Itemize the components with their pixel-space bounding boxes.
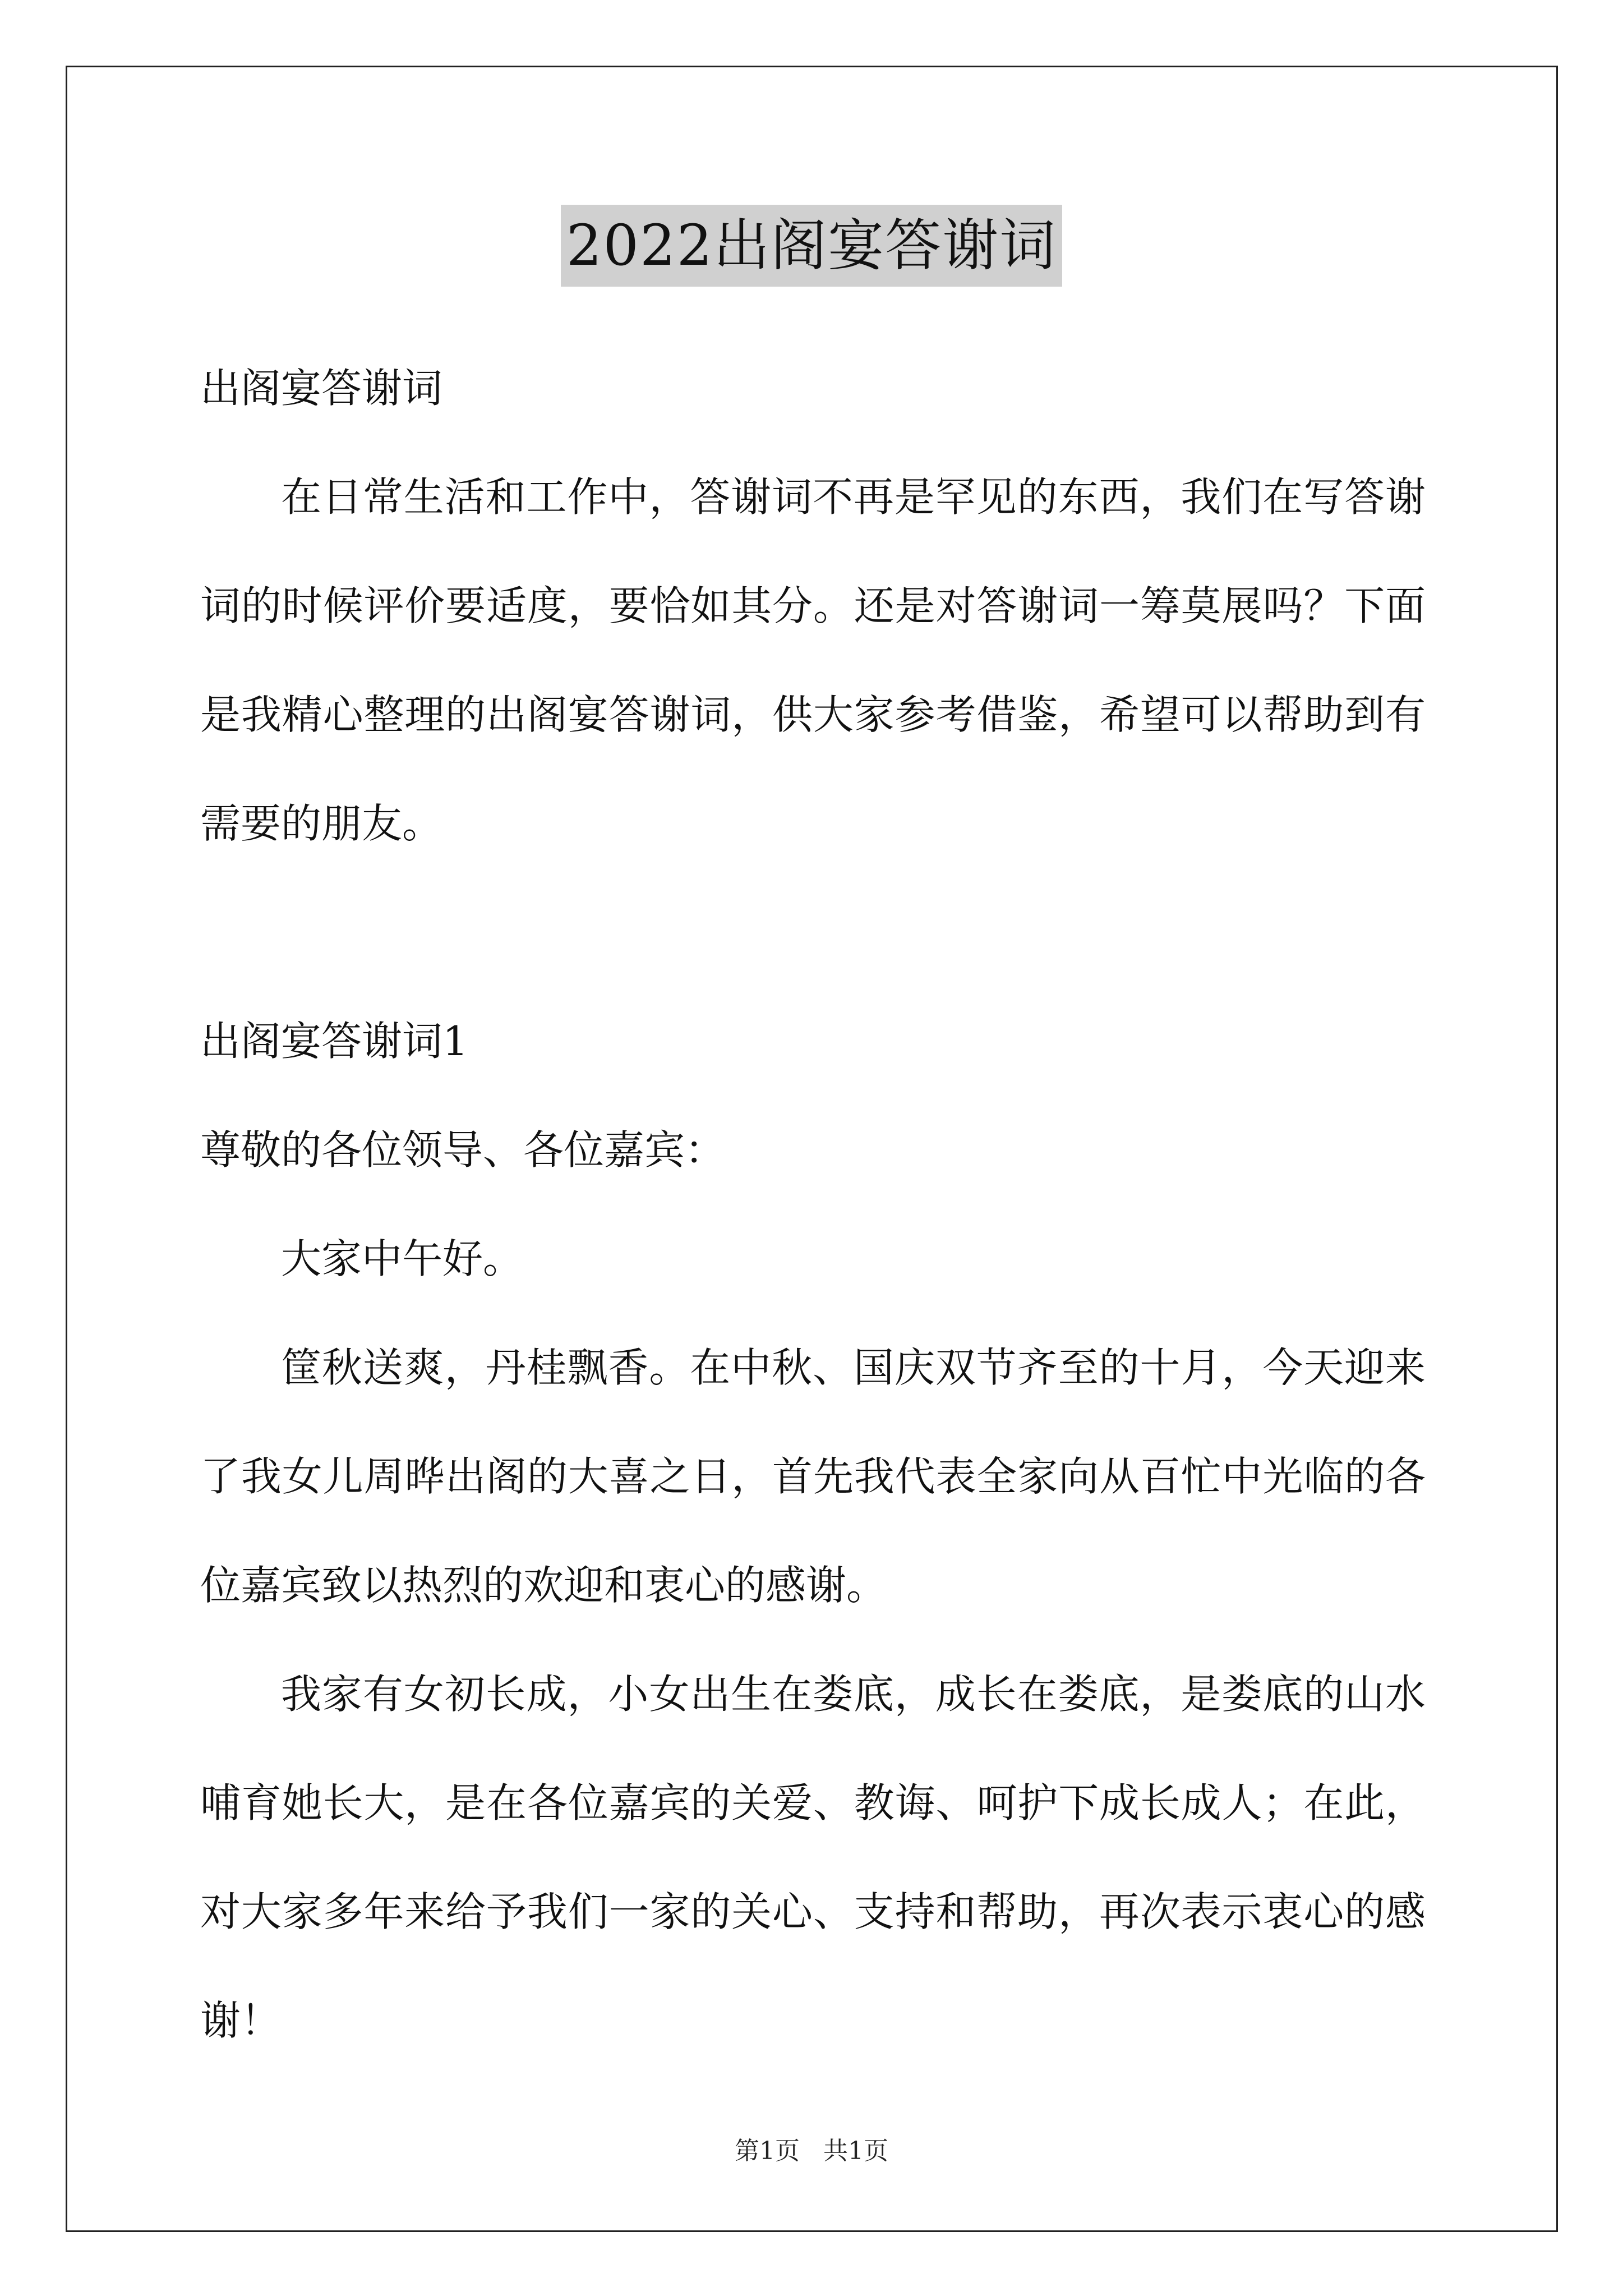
document-title: 2022出阁宴答谢词 bbox=[561, 205, 1063, 287]
page-footer: 第1页 共1页 bbox=[735, 2137, 888, 2165]
salutation: 尊敬的各位领导、各位嘉宾： bbox=[200, 1126, 726, 1174]
section-heading: 出阁宴答谢词1 bbox=[200, 1018, 468, 1065]
intro-paragraph: 在日常生活和工作中，答谢词不再是罕见的东西，我们在写答谢词的时候评价要适度，要恰如其分。还是对答谢词一筹莫展吗？下面是我精心整理的出阁宴答谢词，供大家参考借鉴，希望可以帮助到有需要的朋友。 bbox=[200, 473, 1426, 847]
body-paragraph-thanks: 我家有女初长成，小女出生在娄底，成长在娄底，是娄底的山水哺育她长大，是在各位嘉宾的关爱、教诲、呵护下成长成人；在此，对大家多年来给予我们一家的关心、支持和帮助，再次表示衷心的感谢！ bbox=[200, 1671, 1426, 2044]
body-paragraph-welcome: 筐秋送爽，丹桂飘香。在中秋、国庆双节齐至的十月，今天迎来了我女儿周晔出阁的大喜之日，首先我代表全家向从百忙中光临的各位嘉宾致以热烈的欢迎和衷心的感谢。 bbox=[200, 1344, 1426, 1609]
document-body bbox=[200, 334, 1426, 2075]
title-container bbox=[0, 205, 1623, 287]
paragraph-spacer bbox=[200, 878, 1426, 987]
document-subtitle: 出阁宴答谢词 bbox=[200, 365, 443, 412]
body-paragraph-greeting: 大家中午好。 bbox=[281, 1235, 524, 1282]
